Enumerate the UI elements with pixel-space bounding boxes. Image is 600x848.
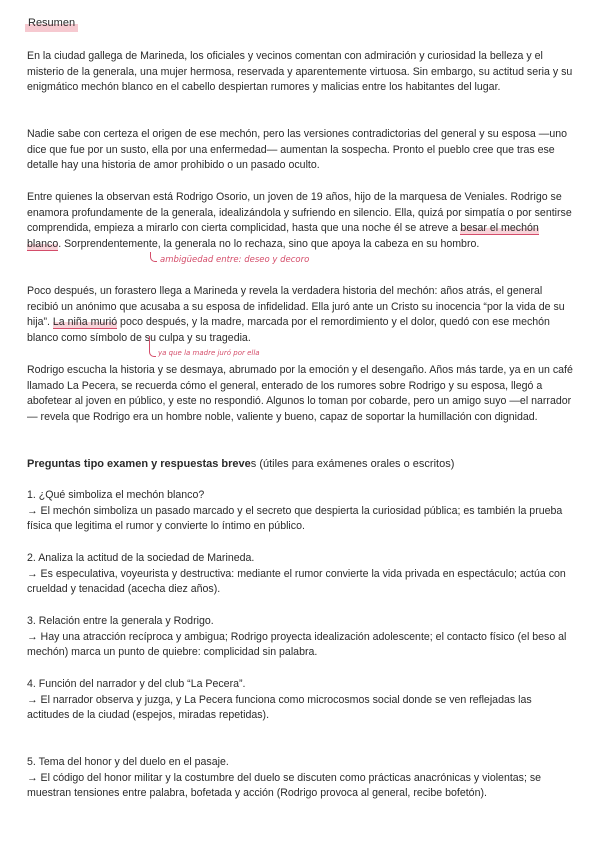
paragraph-5: Rodrigo escucha la historia y se desmaya, abrumado por la emoción y el desengaño. Años más tarde, ya en un café llamado La Pecera, se recuerda cómo el general, enterado de los rumores sobre Rodrigo y su esposa, llegó a abofetear al joven en público, y este no respondió. Algunos lo toman por cobarde, pero un amigo suyo —el narrador— revela que Rodrigo era un hombre noble, valiente y bueno, capaz de soportar la humillación con dignidad.	[27, 364, 573, 423]
question-1-answer: → El mechón simboliza un pasado marcado y el secreto que despierta la curiosidad pública; es también la prueba física que legitima el rumor y convierte lo íntimo en público.	[27, 504, 563, 533]
handwritten-note-ambiguedad: ambigüedad entre: deseo y decoro	[160, 255, 310, 265]
highlight-nina-murio: La niña murió	[52, 316, 118, 329]
question-3	[27, 614, 575, 661]
section-heading-rest: s (útiles para exámenes orales o escritos)	[250, 458, 455, 470]
question-3-prompt: 3. Relación entre la generala y Rodrigo.	[27, 615, 214, 627]
paragraph-3-text-b: . Sorprendentemente, la generala no lo rechaza, sino que apoya la cabeza en su hombro.	[58, 237, 480, 250]
question-3-answer: → Hay una atracción recíproca y ambigua; Rodrigo proyecta idealización adolescente; el contacto físico (el beso al mechón) marca un punto de quiebre: complicidad sin palabra.	[27, 630, 567, 659]
paragraph-4-text-b: poco después, y la madre, marcada por el remordimiento y el dolor, quedó con ese mechón blanco como símbolo de su culpa y su tragedia.	[27, 316, 550, 344]
question-4-answer: → El narrador observa y juzga, y La Pecera funciona como microcosmos social donde se ven reflejadas las actitudes de la ciudad (espejos, miradas repetidas).	[27, 693, 532, 722]
question-1-prompt: 1. ¿Qué simboliza el mechón blanco?	[27, 489, 205, 501]
question-1	[27, 488, 575, 535]
paragraph-1: En la ciudad gallega de Marineda, los oficiales y vecinos comentan con admiración y curiosidad la belleza y el misterio de la generala, una mujer hermosa, reservada y aparentemente virtuosa. Sin embargo, su actitud seria y su enigmático mechón blanco en el cabello despiertan rumores y malicias entre los habitantes del lugar.	[27, 50, 573, 94]
question-5-answer: → El código del honor militar y la costumbre del duelo se discuten como prácticas anacrónicas y violentas; se muestran tensiones entre palabra, bofetada y acción (Rodrigo provoca al general, recibe bofetón).	[27, 771, 542, 800]
paragraph-3-text-a: Entre quienes la observan está Rodrigo Osorio, un joven de 19 años, hijo de la marquesa de Veniales. Rodrigo se enamora profundamente de la generala, idealizándola y sufriendo en silencio. Ella, quizá por simpatía o por sentirse comprendida, empieza a mirarlo con cierta complicidad, hasta que una noche él se atreve a	[27, 191, 572, 235]
question-4-prompt: 4. Función del narrador y del club “La Pecera”.	[27, 678, 246, 690]
paragraph-4	[27, 284, 575, 346]
paragraph-4-text-a: Poco después, un forastero llega a Marineda y revela la verdadera historia del mechón: años atrás, el general recibió un anónimo que acusaba a su esposa de infidelidad. Ella juró ante un Cristo su inocencia “por la vida de su hija”.	[27, 285, 565, 329]
highlight-besar-mechon: besar el mechón blanco	[27, 222, 539, 250]
section-heading-bold: Preguntas tipo examen y respuestas breve	[27, 458, 251, 470]
handwritten-note-madre-juro: ya que la madre juró por ella	[158, 349, 260, 357]
question-4	[27, 677, 575, 724]
question-5-prompt: 5. Tema del honor y del duelo en el pasaje.	[27, 756, 229, 768]
paragraph-3	[27, 190, 575, 252]
annotation-bracket-2	[149, 336, 156, 357]
question-2-answer: → Es especulativa, voyeurista y destructiva: mediante el rumor convierte la vida privada en espectáculo; actúa con crueldad y tenacidad (acecha diez años).	[27, 567, 566, 596]
document-title: Resumen	[25, 14, 78, 32]
annotation-bracket-1	[150, 252, 157, 262]
section-heading	[27, 457, 575, 473]
question-5	[27, 755, 575, 802]
paragraph-2: Nadie sabe con certeza el origen de ese mechón, pero las versiones contradictorias del general y su esposa —uno dice que fue por un susto, ella por una enfermedad— aumentan la sospecha. Pronto el pueblo cree que tras ese detalle hay una historia de amor prohibido o un pasado oculto.	[27, 128, 568, 172]
question-2-prompt: 2. Analiza la actitud de la sociedad de Marineda.	[27, 552, 255, 564]
question-2	[27, 551, 575, 598]
